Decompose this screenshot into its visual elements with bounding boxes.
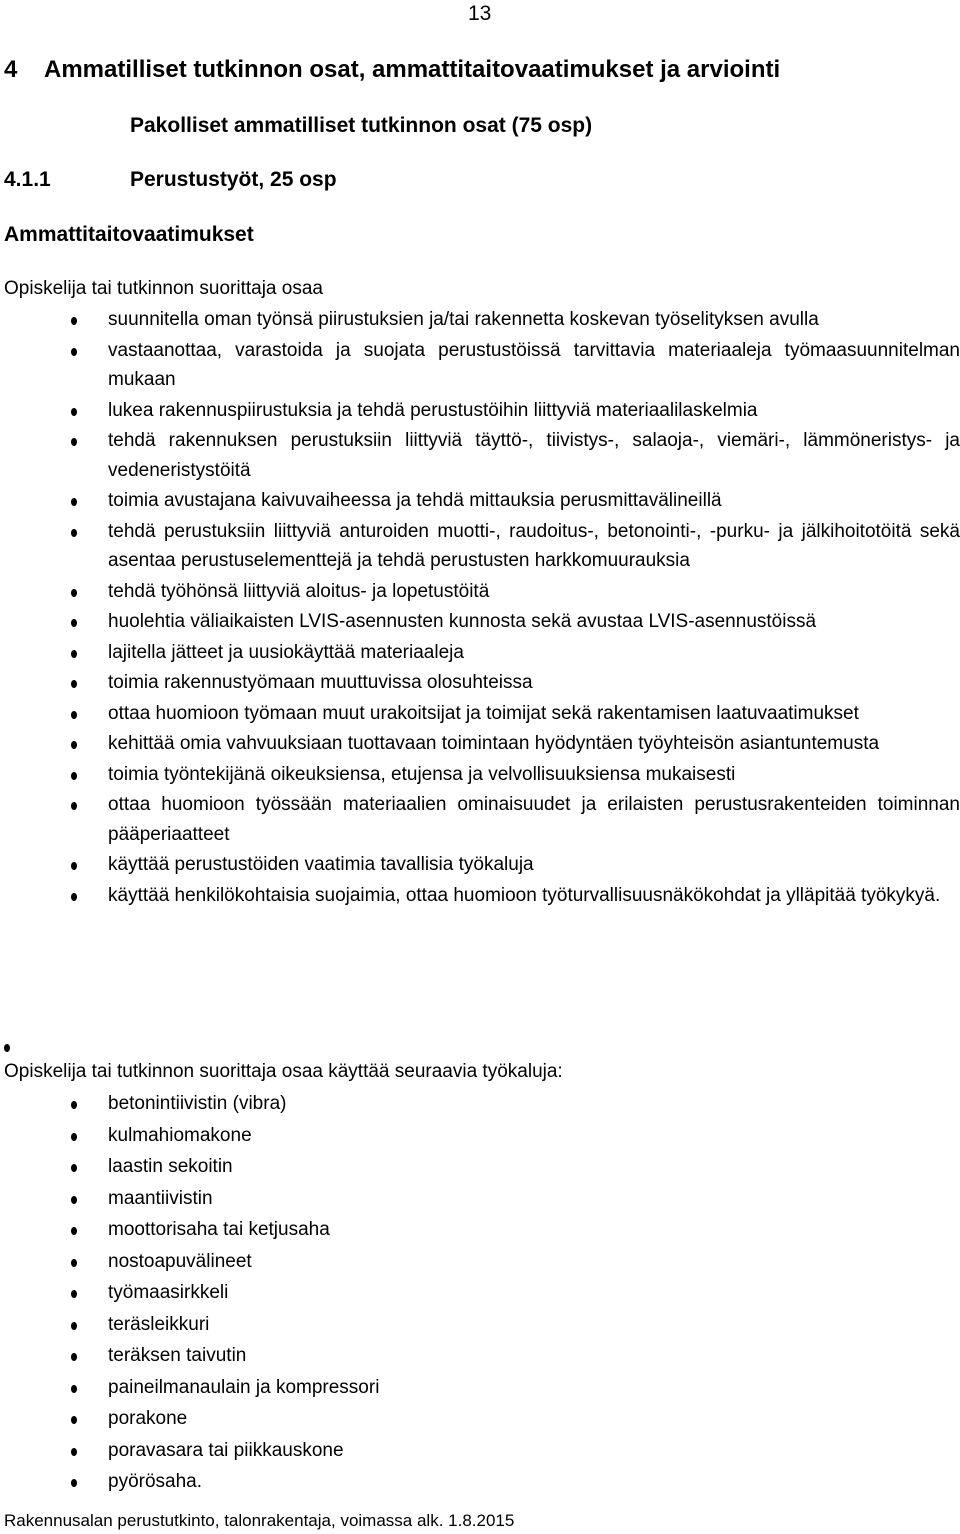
- bullet-icon: [71, 1133, 77, 1141]
- list-item-text: betonintiivistin (vibra): [108, 1093, 287, 1114]
- bullet-icon: [71, 408, 77, 416]
- subsection-heading: [4, 168, 337, 192]
- list-item-text: vastaanottaa, varastoida ja suojata perustustöissä tarvittavia materiaaleja työmaasuunnitelman mukaan: [108, 339, 960, 390]
- list-item: [0, 1341, 960, 1372]
- skills-list: [0, 305, 960, 911]
- subsection-number: 4.1.1: [4, 168, 51, 191]
- list-item-text: käyttää perustustöiden vaatimia tavallisia työkaluja: [108, 854, 534, 875]
- list-item: [0, 729, 960, 759]
- list-item: [0, 1089, 960, 1120]
- list-item: [0, 699, 960, 729]
- list-item-text: ottaa huomioon työmaan muut urakoitsijat ja toimijat sekä rakentamisen laatuvaatimukset: [108, 702, 859, 724]
- list-item-text: huolehtia väliaikaisten LVIS-asennusten kunnosta sekä avustaa LVIS-asennustöissä: [108, 611, 817, 632]
- list-item: [0, 1278, 960, 1309]
- bullet-icon: [71, 529, 77, 537]
- bullet-icon: [71, 1164, 77, 1172]
- list-item-text: lukea rakennuspiirustuksia ja tehdä perustustöihin liittyviä materiaalilaskelmia: [108, 399, 758, 421]
- bullet-icon: [71, 589, 77, 597]
- list-item-text: pyörösaha.: [108, 1471, 203, 1492]
- list-item: [0, 305, 960, 335]
- bullet-icon: [71, 772, 77, 780]
- tools-intro: Opiskelija tai tutkinnon suorittaja osaa käyttää seuraavia työkaluja:: [4, 1061, 563, 1082]
- list-item: [0, 336, 960, 395]
- list-item-text: kulmahiomakone: [108, 1124, 252, 1146]
- bullet-icon: [71, 348, 77, 356]
- bullet-icon: [71, 711, 77, 719]
- tools-list: [0, 1089, 960, 1499]
- list-item: [0, 850, 960, 880]
- bullet-icon: [4, 1044, 10, 1052]
- skills-intro: Opiskelija tai tutkinnon suorittaja osaa: [4, 278, 323, 299]
- list-item: [0, 486, 960, 516]
- list-item-text: nostoapuvälineet: [108, 1250, 252, 1272]
- list-item: [0, 668, 960, 698]
- list-item-text: toimia avustajana kaivuvaiheessa ja tehdä mittauksia perusmittavälineillä: [108, 490, 722, 511]
- bullet-icon: [71, 498, 77, 506]
- bullet-icon: [71, 650, 77, 658]
- list-item: [0, 517, 960, 576]
- section-heading: Pakolliset ammatilliset tutkinnon osat (75 osp): [130, 114, 593, 137]
- bullet-icon: [71, 862, 77, 870]
- bullet-icon: [71, 1416, 77, 1424]
- bullet-icon: [71, 1290, 77, 1298]
- bullet-icon: [71, 1353, 77, 1361]
- list-item-text: lajitella jätteet ja uusiokäyttää materiaaleja: [108, 641, 464, 663]
- page-footer: Rakennusalan perustutkinto, talonrakentaja, voimassa alk. 1.8.2015: [4, 1511, 515, 1530]
- list-item-text: ottaa huomioon työssään materiaalien ominaisuudet ja erilaisten perustusrakenteiden toiminnan pääperiaatteet: [108, 794, 960, 845]
- bullet-icon: [71, 317, 77, 325]
- list-item-text: laastin sekoitin: [108, 1156, 233, 1177]
- bullet-icon: [71, 1227, 77, 1235]
- list-item: [0, 577, 960, 607]
- list-item-text: toimia rakennustyömaan muuttuvissa olosuhteissa: [108, 672, 533, 693]
- bullet-icon: [71, 893, 77, 901]
- bullet-icon: [71, 1196, 77, 1204]
- list-item: [0, 607, 960, 637]
- bullet-icon: [71, 1448, 77, 1456]
- list-item-text: porakone: [108, 1408, 188, 1429]
- list-item: [0, 881, 960, 911]
- bullet-icon: [71, 1259, 77, 1267]
- bullet-icon: [71, 1322, 77, 1330]
- bullet-icon: [71, 1101, 77, 1109]
- list-item: [0, 1152, 960, 1183]
- list-item-text: käyttää henkilökohtaisia suojaimia, ottaa huomioon työturvallisuusnäkökohdat ja ylläpitää työkykyä.: [108, 884, 941, 906]
- list-item: [0, 760, 960, 790]
- bullet-icon: [71, 741, 77, 749]
- list-item: [0, 1467, 960, 1498]
- list-item: [0, 426, 960, 485]
- list-item: [0, 1404, 960, 1435]
- list-item: [0, 1184, 960, 1215]
- bullet-icon: [71, 619, 77, 627]
- list-item: [0, 1310, 960, 1341]
- list-item: [0, 638, 960, 668]
- list-item-text: teräsleikkuri: [108, 1313, 210, 1335]
- bullet-icon: [71, 1385, 77, 1393]
- list-item: [0, 1436, 960, 1467]
- list-item-text: teräksen taivutin: [108, 1345, 247, 1366]
- list-item-text: toimia työntekijänä oikeuksiensa, etujensa ja velvollisuuksiensa mukaisesti: [108, 763, 736, 785]
- list-item-text: moottorisaha tai ketjusaha: [108, 1219, 330, 1240]
- list-item-text: paineilmanaulain ja kompressori: [108, 1376, 380, 1398]
- list-item-text: tehdä perustuksiin liittyviä anturoiden muotti-, raudoitus-, betonointi-, -purku- ja jälkihoitotöitä sekä asentaa perustuselementtejä ja tehdä perustusten harkkomuurauksia: [108, 520, 960, 571]
- chapter-title: Ammatilliset tutkinnon osat, ammattitaitovaatimukset ja arviointi: [44, 56, 781, 83]
- list-item-text: suunnitella oman työnsä piirustuksien ja/tai rakennetta koskevan työselityksen avulla: [108, 309, 819, 330]
- list-item: [0, 790, 960, 849]
- list-item: [0, 396, 960, 426]
- list-item: [0, 1215, 960, 1246]
- list-item-text: poravasara tai piikkauskone: [108, 1439, 344, 1461]
- subsection-title: Perustustyöt, 25 osp: [130, 168, 337, 191]
- bullet-icon: [71, 1479, 77, 1487]
- bullet-icon: [71, 680, 77, 688]
- bullet-icon: [71, 802, 77, 810]
- chapter-heading: [4, 56, 780, 84]
- list-item-text: maantiivistin: [108, 1187, 213, 1209]
- requirements-heading: Ammattitaitovaatimukset: [4, 223, 254, 246]
- bullet-icon: [71, 438, 77, 446]
- list-item: [0, 1373, 960, 1404]
- list-item: [0, 1247, 960, 1278]
- list-item-text: tehdä työhönsä liittyviä aloitus- ja lopetustöitä: [108, 580, 490, 602]
- list-item-text: kehittää omia vahvuuksiaan tuottavaan toimintaan hyödyntäen työyhteisön asiantuntemusta: [108, 733, 880, 754]
- chapter-number: 4: [4, 56, 18, 83]
- list-item-text: työmaasirkkeli: [108, 1282, 229, 1303]
- list-item-text: tehdä rakennuksen perustuksiin liittyviä täyttö-, tiivistys-, salaoja-, viemäri-, lämmöneristys- ja vedeneristystöitä: [108, 430, 960, 481]
- page-number: 13: [468, 2, 492, 25]
- list-item: [0, 1121, 960, 1152]
